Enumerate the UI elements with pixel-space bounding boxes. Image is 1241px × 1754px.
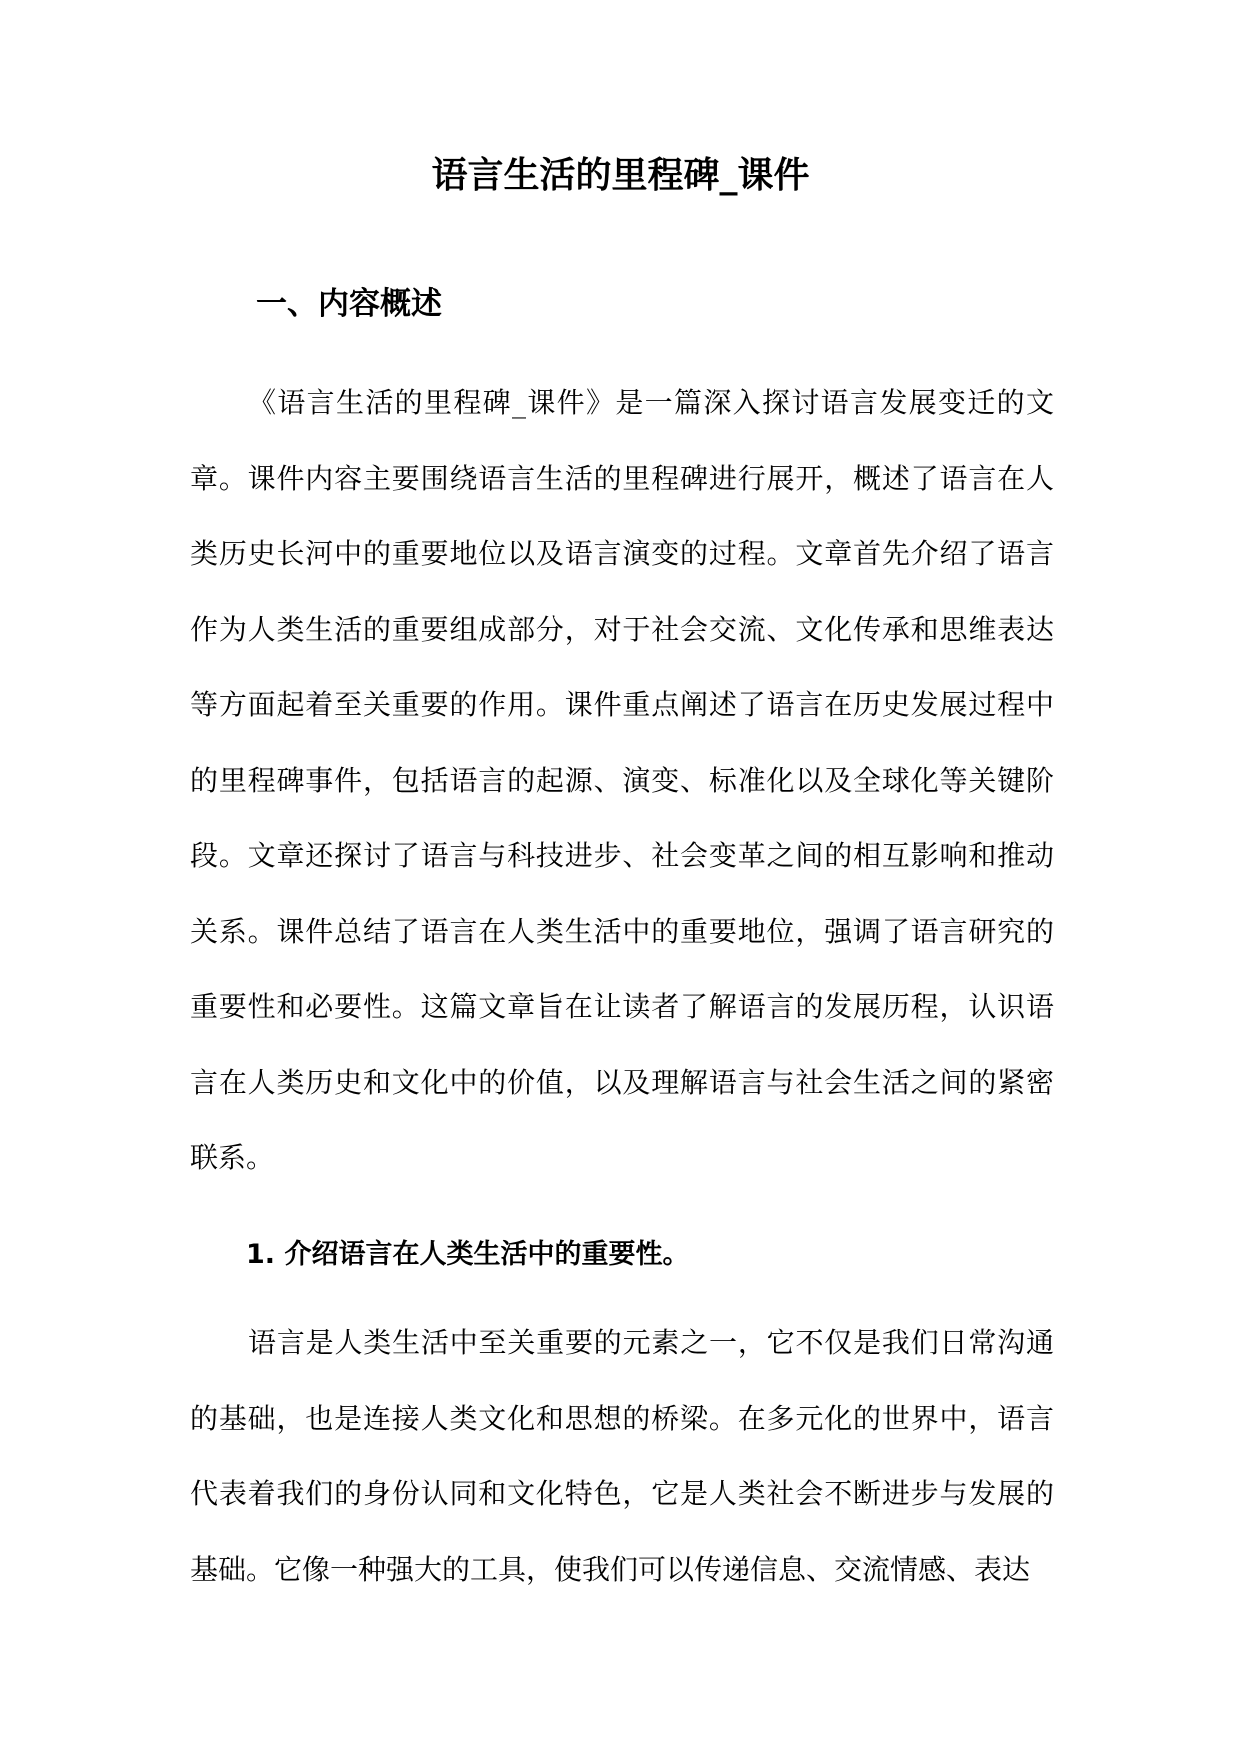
section-heading-overview: 一、内容概述 xyxy=(256,286,442,322)
importance-paragraph: 语言是人类生活中至关重要的元素之一，它不仅是我们日常沟通的基础，也是连接人类文化和思想的桥梁。在多元化的世界中，语言代表着我们的身份认同和文化特色，它是人类社会不断进步与发展的基础。它像一种强大的工具，使我们可以传递信息、交流情感、表达 xyxy=(190,1326,1054,1586)
overview-paragraph: 《语言生活的里程碑_课件》是一篇深入探讨语言发展变迁的文章。课件内容主要围绕语言生活的里程碑进行展开，概述了语言在人类历史长河中的重要地位以及语言演变的过程。文章首先介绍了语言作为人类生活的重要组成部分，对于社会交流、文化传承和思维表达等方面起着至关重要的作用。课件重点阐述了语言在历史发展过程中的里程碑事件，包括语言的起源、演变、标准化以及全球化等关键阶段。文章还探讨了语言与科技进步、社会变革之间的相互影响和推动关系。课件总结了语言在人类生活中的重要地位，强调了语言研究的重要性和必要性。这篇文章旨在让读者了解语言的发展历程，认识语言在人类历史和文化中的价值，以及理解语言与社会生活之间的紧密联系。 xyxy=(190,386,1054,1174)
subsection-heading-importance: 1. 介绍语言在人类生活中的重要性。 xyxy=(246,1239,690,1270)
document-title: 语言生活的里程碑_课件 xyxy=(431,155,810,196)
